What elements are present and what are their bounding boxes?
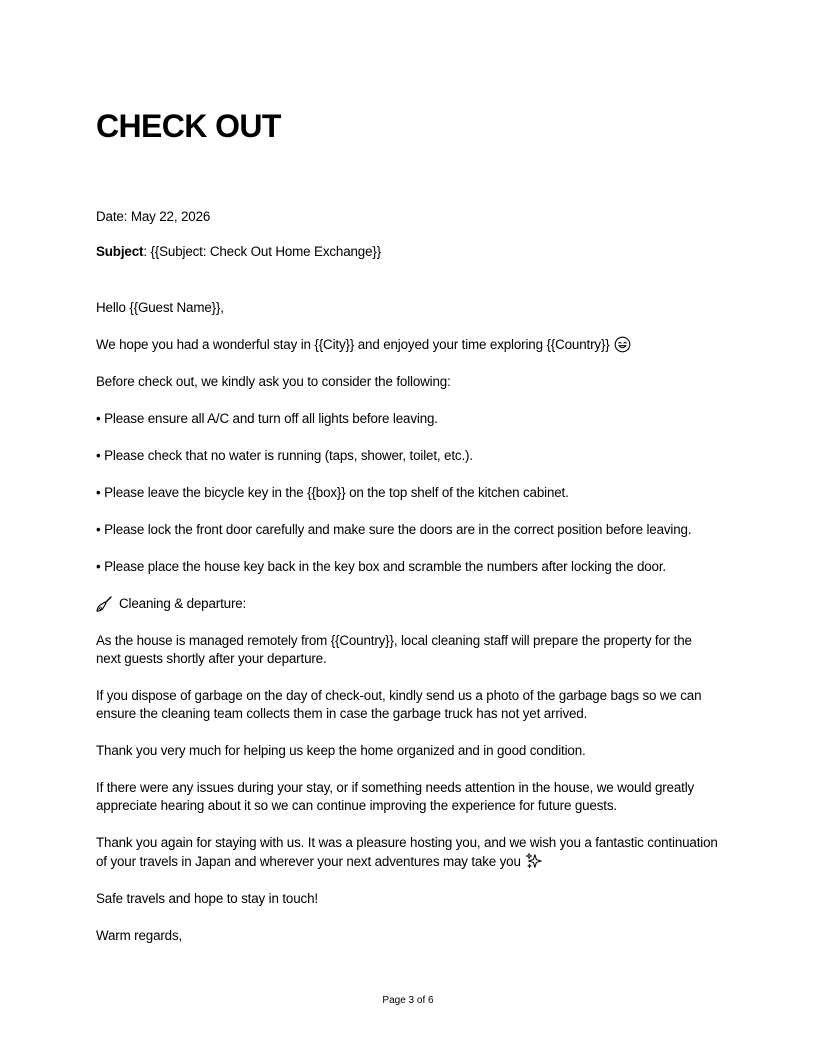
garbage-paragraph: If you dispose of garbage on the day of check-out, kindly send us a photo of the garbage bags so we can ensure the cleaning team collects them in case the garbage truck has not yet arrived. [96,688,702,721]
thanks-paragraph: Thank you very much for helping us keep the home organized and in good condition. [96,743,586,758]
subject-value: : {{Subject: Check Out Home Exchange}} [143,244,382,259]
date-line: Date: May 22, 2026 [96,209,211,224]
cleaning-heading [96,595,720,613]
cleaning-paragraph: As the house is managed remotely from {{Country}}, local cleaning staff will prepare the property for the next guests shortly after your departure. [96,633,692,666]
safe-travels-line: Safe travels and hope to stay in touch! [96,891,318,906]
intro-text: We hope you had a wonderful stay in {{City}} and enjoyed your time exploring {{Country}} [96,337,610,352]
smiling-face-icon [614,336,631,353]
sparkles-icon [525,852,543,870]
page-number: Page 3 of 6 [382,995,434,1006]
closing-paragraph [96,834,720,871]
list-item: • Please check that no water is running (taps, shower, toilet, etc.). [96,448,473,463]
list-item: • Please place the house key back in the key box and scramble the numbers after locking the door. [96,559,666,574]
greeting: Hello {{Guest Name}}, [96,300,224,315]
letter-body [96,208,720,945]
list-item: • Please leave the bicycle key in the {{box}} on the top shelf of the kitchen cabinet. [96,485,569,500]
issues-paragraph: If there were any issues during your stay, or if something needs attention in the house, we would greatly appreciate hearing about it so we can continue improving the experience for future guests. [96,780,695,813]
cleaning-heading-label: Cleaning & departure: [119,596,247,611]
list-item: • Please ensure all A/C and turn off all lights before leaving. [96,411,438,426]
intro-paragraph [96,336,720,354]
subject-label: Subject [96,244,144,259]
checkout-instructions-intro: Before check out, we kindly ask you to consider the following: [96,374,451,389]
sign-off: Warm regards, [96,928,183,943]
broom-icon [96,596,112,612]
closing-text: Thank you again for staying with us. It was a pleasure hosting you, and we wish you a fantastic continuation of your travels in Japan and wherever your next adventures may take you [96,835,718,869]
list-item: • Please lock the front door carefully and make sure the doors are in the correct position before leaving. [96,522,692,537]
page-title: CHECK OUT [96,108,281,144]
subject-line [96,243,720,261]
